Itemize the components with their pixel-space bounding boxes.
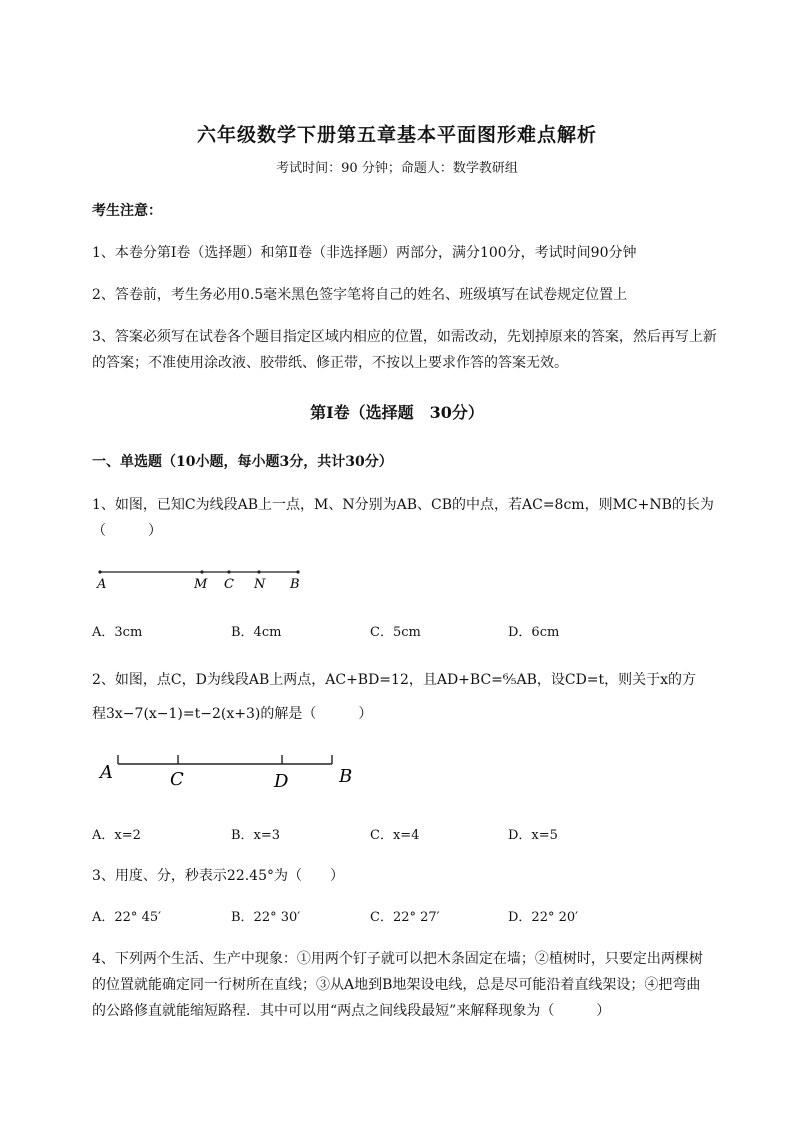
q1-label-a: A	[97, 577, 107, 592]
q3-option-c[interactable]: C．22° 27′	[370, 910, 440, 925]
section-heading: 一、单选题（10小题，每小题3分，共计30分）	[92, 454, 393, 470]
q1-label-b: B	[290, 577, 300, 592]
q3-option-a[interactable]: A．22° 45′	[92, 910, 162, 925]
exam-info: 考试时间：90 分钟；命题人：数学教研组	[276, 161, 518, 176]
q4-line-2: 的位置就能确定同一行树所在直线；③从A地到B地架设电线，总是尽可能沿着直线架设；④把弯曲	[92, 977, 701, 993]
notice-item-3: 3、答案必须写在试卷各个题目指定区域内相应的位置，如需改动，先划掉原来的答案，然后再写上新	[92, 329, 717, 345]
q1-stem: 1、如图，已知C为线段AB上一点，M、N分别为AB、CB的中点，若AC=8cm，则MC+NB的长为	[92, 497, 714, 513]
q1-stem-blank: （ ）	[92, 523, 162, 539]
q1-option-b[interactable]: B．4cm	[231, 625, 282, 640]
q2-option-c[interactable]: C．x=4	[370, 828, 420, 843]
q2-stem: 2、如图，点C，D为线段AB上两点，AC+BD=12，且AD+BC=⁶⁄₅AB，设CD=t，则关于x的方	[92, 672, 697, 688]
q1-point-m	[200, 570, 203, 573]
q1-option-d[interactable]: D．6cm	[508, 625, 560, 640]
notice-item-3-cont: 的答案；不准使用涂改液、胶带纸、修正带，不按以上要求作答的答案无效。	[92, 355, 568, 371]
q1-label-m: M	[194, 577, 208, 592]
notice-item-1: 1、本卷分第Ⅰ卷（选择题）和第Ⅱ卷（非选择题）两部分，满分100分，考试时间90分钟	[92, 245, 637, 261]
q1-point-c	[227, 570, 230, 573]
page-title: 六年级数学下册第五章基本平面图形难点解析	[196, 124, 597, 146]
q1-point-a	[98, 570, 101, 573]
q1-option-a[interactable]: A．3cm	[92, 625, 143, 640]
notice-heading: 考生注意：	[92, 203, 162, 219]
q2-option-d[interactable]: D．x=5	[508, 828, 558, 843]
q1-label-c: C	[224, 577, 234, 592]
q1-figure	[92, 562, 312, 594]
notice-item-2: 2、答卷前，考生务必用0.5毫米黑色签字笔将自己的姓名、班级填写在试卷规定位置上	[92, 287, 628, 303]
q2-figure	[96, 748, 366, 792]
q3-stem: 3、用度、分，秒表示22.45°为（ ）	[92, 868, 344, 884]
q1-label-n: N	[254, 577, 266, 592]
q2-option-b[interactable]: B．x=3	[231, 828, 281, 843]
q1-option-c[interactable]: C．5cm	[370, 625, 421, 640]
q4-line-1: 4、下列两个生活、生产中现象：①用两个钉子就可以把木条固定在墙；②植树时，只要定出两棵树	[92, 951, 703, 967]
q2-label-d: D	[274, 771, 289, 792]
q2-stem-line2: 程3x−7(x−1)=t−2(x+3)的解是（ ）	[92, 706, 373, 722]
part1-heading: 第Ⅰ卷（选择题 30分）	[310, 403, 484, 422]
q2-label-a: A	[100, 762, 113, 783]
q1-point-b	[296, 570, 299, 573]
q1-point-n	[257, 570, 260, 573]
q2-label-c: C	[170, 769, 184, 790]
q4-line-3: 的公路修直就能缩短路程．其中可以用“两点之间线段最短”来解释现象为（ ）	[92, 1003, 611, 1019]
q3-option-d[interactable]: D．22° 20′	[508, 910, 579, 925]
q2-label-b: B	[339, 766, 353, 787]
q2-option-a[interactable]: A．x=2	[92, 828, 141, 843]
q3-option-b[interactable]: B．22° 30′	[231, 910, 301, 925]
